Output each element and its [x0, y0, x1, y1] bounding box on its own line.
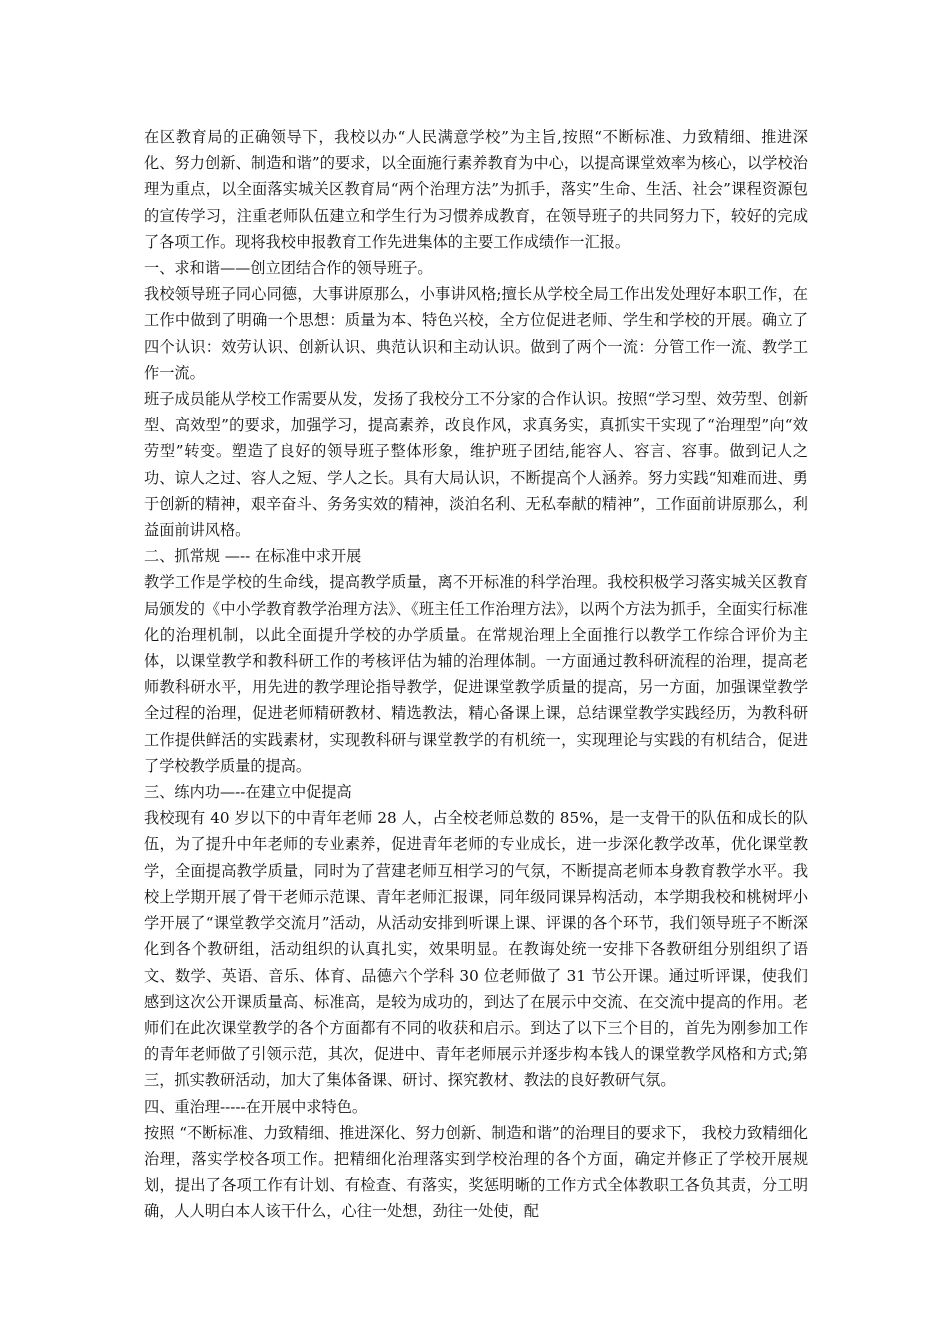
section-4-paragraph-1: 按照 “不断标准、力致精细、推进深化、努力创新、制造和谐”的治理目的要求下， 我校力致精细化治理，落实学校各项工作。把精细化治理落实到学校治理的各个方面，确定并修正了学校开展规划，提出了各项工作有计划、有检查、有落实，奖惩明晰的工作方式全体教职工各负其责，分工明确，人人明白本人该干什么，心往一处想，劲往一处使，配: [144, 1123, 808, 1221]
section-heading-1: 一、求和谐——创立团结合作的领导班子。: [144, 259, 433, 278]
intro-paragraph: 在区教育局的正确领导下，我校以办“人民满意学校”为主旨,按照“不断标准、力致精细、推进深化、努力创新、制造和谐”的要求，以全面施行素养教育为中心，以提高课堂效率为核心，以学校治理为重点，以全面落实城关区教育局“两个治理方法”为抓手，落实”生命、生活、社会”课程资源包的宣传学习，注重老师队伍建立和学生行为习惯养成教育，在领导班子的共同努力下，较好的完成了各项工作。现将我校申报教育工作先进集体的主要工作成绩作一汇报。: [144, 128, 808, 251]
section-3-paragraph-1: 我校现有 40 岁以下的中青年老师 28 人，占全校老师总数的 85%，是一支骨干的队伍和成长的队伍，为了提升中年老师的专业素养，促进青年老师的专业成长，进一步深化教学改革，优化课堂教学，全面提高教学质量，同时为了营建老师互相学习的气氛，不断提高老师本身教育教学水平。我校上学期开展了骨干老师示范课、青年老师汇报课，同年级同课异构活动，本学期我校和桃树坪小学开展了“课堂教学交流月”活动，从活动安排到听课上课、评课的各个环节，我们领导班子不断深化到各个教研组，活动组织的认真扎实，效果明显。在教诲处统一安排下各教研组分别组织了语文、数学、英语、音乐、体育、品德六个学科 30 位老师做了 31 节公开课。通过听评课，使我们感到这次公开课质量高、标准高，是较为成功的，到达了在展示中交流、在交流中提高的作用。老师们在此次课堂教学的各个方面都有不同的收获和启示。到达了以下三个目的，首先为刚参加工作的青年老师做了引领示范，其次，促进中、青年老师展示并逐步构本钱人的课堂教学风格和方式;第三，抓实教研活动，加大了集体备课、研讨、探究教材、教法的良好教研气氛。: [144, 809, 808, 1090]
section-heading-4: 四、重治理-----在开展中求特色。: [144, 1097, 368, 1116]
section-heading-2: 二、抓常规 —-- 在标准中求开展: [144, 547, 362, 566]
section-2-paragraph-1: 教学工作是学校的生命线，提高教学质量，离不开标准的科学治理。我校积极学习落实城关区教育局颁发的《中小学教育教学治理方法》、《班主任工作治理方法》，以两个方法为抓手，全面实行标准化的治理机制，以此全面提升学校的办学质量。在常规治理上全面推行以教学工作综合评价为主体，以课堂教学和教科研工作的考核评估为辅的治理体制。一方面通过教科研流程的治理，提高老师教科研水平，用先进的教学理论指导教学，促进课堂教学质量的提高，另一方面，加强课堂教学全过程的治理，促进老师精研教材、精选教法，精心备课上课，总结课堂教学实践经历，为教科研工作提供鲜活的实践素材，实现教科研与课堂教学的有机统一，实现理论与实践的有机结合，促进了学校教学质量的提高。: [144, 573, 808, 775]
section-1-paragraph-2: 班子成员能从学校工作需要从发，发扬了我校分工不分家的合作认识。按照“学习型、效劳型、创新型、高效型”的要求，加强学习，提高素养，改良作风，求真务实，真抓实干实现了“治理型”向“效劳型”转变。塑造了良好的领导班子整体形象，维护班子团结,能容人、容言、容事。做到记人之功、谅人之过、容人之短、学人之长。具有大局认识，不断提高个人涵养。努力实践“知难而进、勇于创新的精神，艰辛奋斗、务务实效的精神，淡泊名利、无私奉献的精神”，工作面前讲原那么，利益面前讲风格。: [144, 390, 808, 540]
document-body: [144, 124, 808, 1225]
section-heading-3: 三、练内功—--在建立中促提高: [144, 783, 352, 802]
section-1-paragraph-1: 我校领导班子同心同德，大事讲原那么，小事讲风格;擅长从学校全局工作出发处理好本职工作，在工作中做到了明确一个思想：质量为本、特色兴校，全方位促进老师、学生和学校的开展。确立了四个认识：效劳认识、创新认识、典范认识和主动认识。做到了两个一流：分管工作一流、教学工作一流。: [144, 285, 808, 382]
